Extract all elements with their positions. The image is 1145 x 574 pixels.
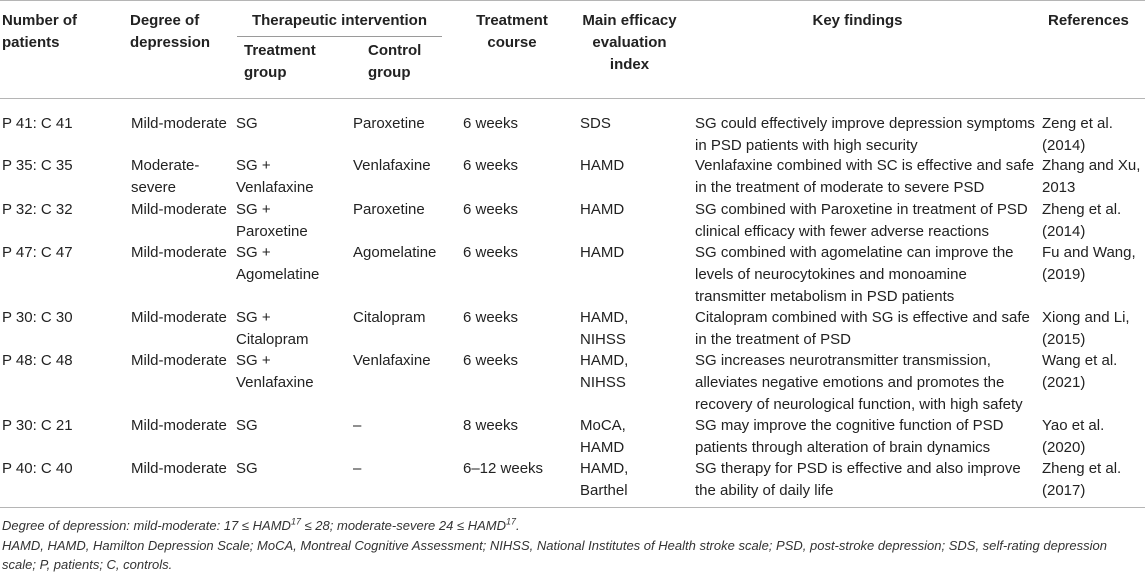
cell-course: 8 weeks <box>463 417 519 434</box>
cell-control: Paroxetine <box>353 201 425 218</box>
cell-control: – <box>353 417 362 434</box>
cell-control: – <box>353 460 362 477</box>
cell-index: MoCA, HAMD <box>580 417 626 456</box>
header-patients: Number of patients <box>2 12 77 51</box>
footnote-degree-c: . <box>516 518 520 533</box>
cell-course: 6 weeks <box>463 244 519 261</box>
cell-patients: P 30: C 21 <box>2 417 73 434</box>
cell-index: HAMD, NIHSS <box>580 352 629 391</box>
cell-reference: Zeng et al. (2014) <box>1042 115 1113 154</box>
footnote-degree-b: ≤ 28; moderate-severe 24 ≤ HAMD <box>300 518 506 533</box>
cell-control: Agomelatine <box>353 244 437 261</box>
cell-treatment: SG <box>236 460 258 477</box>
footnote-degree-sup2: 17 <box>505 516 516 527</box>
cell-index: HAMD, NIHSS <box>580 309 629 348</box>
table-header <box>0 0 1145 99</box>
cell-reference: Xiong and Li, (2015) <box>1042 309 1130 348</box>
cell-treatment: SG + Citalopram <box>236 309 309 348</box>
cell-findings: SG combined with Paroxetine in treatment of PSD clinical efficacy with fewer adverse reactions <box>695 201 1028 240</box>
cell-patients: P 30: C 30 <box>2 309 73 326</box>
header-index: Main efficacy evaluation index <box>582 12 677 73</box>
header-references: References <box>1048 12 1129 29</box>
cell-course: 6 weeks <box>463 352 519 369</box>
cell-findings: SG increases neurotransmitter transmission, alleviates negative emotions and promotes the recovery of neurological function, with high safety <box>695 352 1023 413</box>
cell-patients: P 47: C 47 <box>2 244 73 261</box>
cell-degree: Mild-moderate <box>131 417 227 434</box>
cell-index: SDS <box>580 115 611 132</box>
cell-degree: Mild-moderate <box>131 309 227 326</box>
cell-degree: Mild-moderate <box>131 244 227 261</box>
cell-treatment: SG + Venlafaxine <box>236 157 314 196</box>
cell-patients: P 48: C 48 <box>2 352 73 369</box>
cell-course: 6 weeks <box>463 157 519 174</box>
cell-findings: SG may improve the cognitive function of PSD patients through alteration of brain dynamics <box>695 417 1004 456</box>
header-intervention: Therapeutic intervention <box>251 12 428 29</box>
cell-treatment: SG <box>236 417 258 434</box>
cell-findings: SG combined with agomelatine can improve the levels of neurocytokines and monoamine transmitter metabolism in PSD patients <box>695 244 1014 305</box>
footnote-degree-sup1: 17 <box>290 516 301 527</box>
cell-degree: Mild-moderate <box>131 201 227 218</box>
header-divider <box>237 36 442 37</box>
cell-findings: SG therapy for PSD is effective and also improve the ability of daily life <box>695 460 1021 499</box>
cell-patients: P 35: C 35 <box>2 157 73 174</box>
cell-index: HAMD, Barthel <box>580 460 629 499</box>
header-findings: Key findings <box>812 12 903 29</box>
header-degree: Degree of depression <box>130 12 211 51</box>
footnote-abbreviations: HAMD, HAMD, Hamilton Depression Scale; MoCA, Montreal Cognitive Assessment; NIHSS, National Institutes of Health stroke scale; PSD, post-stroke depression; SDS, self-rating depression scale; P, patients; C, controls. <box>2 538 1107 572</box>
cell-patients: P 41: C 41 <box>2 115 73 132</box>
cell-reference: Zheng et al. (2014) <box>1042 201 1122 240</box>
cell-treatment: SG <box>236 115 258 132</box>
cell-index: HAMD <box>580 244 625 261</box>
cell-degree: Moderate-severe <box>131 157 200 196</box>
cell-control: Citalopram <box>353 309 426 326</box>
cell-course: 6 weeks <box>463 309 519 326</box>
cell-patients: P 40: C 40 <box>2 460 73 477</box>
cell-findings: Citalopram combined with SG is effective and safe in the treatment of PSD <box>695 309 1030 348</box>
cell-control: Venlafaxine <box>353 352 431 369</box>
cell-findings: SG could effectively improve depression symptoms in PSD patients with high security <box>695 115 1035 154</box>
cell-index: HAMD <box>580 157 625 174</box>
cell-course: 6 weeks <box>463 115 519 132</box>
cell-reference: Zhang and Xu, 2013 <box>1042 157 1141 196</box>
cell-patients: P 32: C 32 <box>2 201 73 218</box>
cell-treatment: SG + Venlafaxine <box>236 352 314 391</box>
cell-reference: Wang et al. (2021) <box>1042 352 1118 391</box>
cell-index: HAMD <box>580 201 625 218</box>
cell-reference: Zheng et al. (2017) <box>1042 460 1122 499</box>
cell-reference: Fu and Wang, (2019) <box>1042 244 1136 283</box>
cell-course: 6–12 weeks <box>463 460 544 477</box>
cell-treatment: SG + Paroxetine <box>236 201 308 240</box>
cell-findings: Venlafaxine combined with SC is effective and safe in the treatment of moderate to severe PSD <box>695 157 1035 196</box>
header-control-group: Control group <box>368 42 422 81</box>
header-course: Treatment course <box>476 12 548 51</box>
cell-course: 6 weeks <box>463 201 519 218</box>
cell-reference: Yao et al. (2020) <box>1042 417 1105 456</box>
header-treatment-group: Treatment group <box>244 42 316 81</box>
footnote-degree-a: Degree of depression: mild-moderate: 17 ≤ HAMD <box>2 518 291 533</box>
footnote-degree <box>2 516 1142 535</box>
cell-control: Venlafaxine <box>353 157 431 174</box>
cell-treatment: SG + Agomelatine <box>236 244 320 283</box>
cell-degree: Mild-moderate <box>131 352 227 369</box>
cell-control: Paroxetine <box>353 115 425 132</box>
cell-degree: Mild-moderate <box>131 115 227 132</box>
cell-degree: Mild-moderate <box>131 460 227 477</box>
